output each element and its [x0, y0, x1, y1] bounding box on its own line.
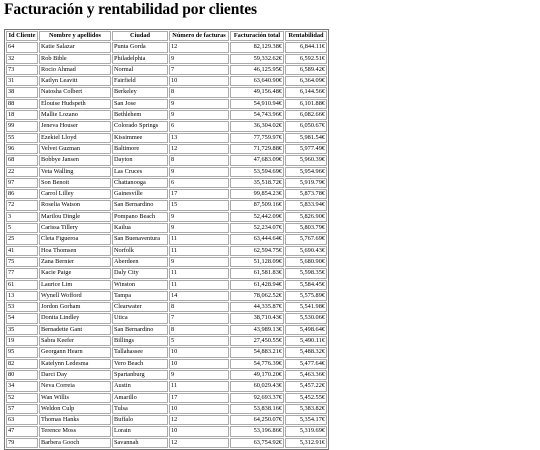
cell-profitability: 5,584.45€: [285, 280, 327, 290]
cell-total-billing: 52,442.09€: [230, 212, 284, 222]
cell-profitability: 5,680.90€: [285, 257, 327, 267]
column-header-id: Id Cliente: [6, 31, 38, 41]
cell-total-billing: 49,170.20€: [230, 370, 284, 380]
cell-city: Colorado Springs: [112, 121, 168, 131]
cell-total-billing: 43,989.13€: [230, 325, 284, 335]
cell-city: Punta Gorda: [112, 42, 168, 52]
table-row: [6, 268, 327, 278]
cell-client-id: 88: [6, 99, 38, 109]
cell-client-name: Barbera Gooch: [39, 438, 111, 448]
table-row: [6, 144, 327, 154]
table-row: [6, 42, 327, 52]
cell-client-name: Rob Bible: [39, 54, 111, 64]
cell-total-billing: 54,910.94€: [230, 99, 284, 109]
cell-total-billing: 63,640.90€: [230, 76, 284, 86]
cell-invoice-count: 9: [169, 212, 229, 222]
cell-city: Dayton: [112, 155, 168, 165]
cell-total-billing: 51,128.09€: [230, 257, 284, 267]
column-header-total-billing: Facturación total: [230, 31, 284, 41]
cell-profitability: 5,541.98€: [285, 302, 327, 312]
cell-invoice-count: 7: [169, 313, 229, 323]
cell-city: Berkeley: [112, 87, 168, 97]
cell-total-billing: 53,838.16€: [230, 404, 284, 414]
table-row: [6, 302, 327, 312]
cell-client-id: 80: [6, 370, 38, 380]
cell-city: Austin: [112, 381, 168, 391]
cell-profitability: 5,457.22€: [285, 381, 327, 391]
cell-invoice-count: 9: [169, 54, 229, 64]
cell-total-billing: 78,062.52€: [230, 291, 284, 301]
cell-client-name: Rocio Ahmad: [39, 65, 111, 75]
cell-client-id: 53: [6, 302, 38, 312]
cell-client-name: Ezekiel Lloyd: [39, 133, 111, 143]
cell-invoice-count: 9: [169, 167, 229, 177]
table-row: [6, 325, 327, 335]
cell-city: Daly City: [112, 268, 168, 278]
cell-profitability: 5,981.54€: [285, 133, 327, 143]
cell-profitability: 5,490.11€: [285, 336, 327, 346]
cell-city: Norfolk: [112, 246, 168, 256]
cell-client-id: 19: [6, 336, 38, 346]
cell-client-id: 99: [6, 121, 38, 131]
cell-total-billing: 35,518.72€: [230, 178, 284, 188]
column-header-invoices: Número de facturas: [169, 31, 229, 41]
cell-total-billing: 53,594.69€: [230, 167, 284, 177]
cell-client-id: 41: [6, 246, 38, 256]
cell-city: Tallahassee: [112, 347, 168, 357]
cell-city: Las Cruces: [112, 167, 168, 177]
table-row: [6, 133, 327, 143]
cell-invoice-count: 8: [169, 155, 229, 165]
cell-profitability: 5,463.36€: [285, 370, 327, 380]
cell-client-name: Zana Bernier: [39, 257, 111, 267]
cell-invoice-count: 12: [169, 42, 229, 52]
cell-total-billing: 49,156.48€: [230, 87, 284, 97]
cell-city: Gainesville: [112, 189, 168, 199]
table-row: [6, 87, 327, 97]
cell-client-id: 86: [6, 189, 38, 199]
cell-profitability: 5,803.79€: [285, 223, 327, 233]
cell-city: Billings: [112, 336, 168, 346]
cell-city: Vero Beach: [112, 359, 168, 369]
column-header-name: Nombre y apellidos: [39, 31, 111, 41]
cell-invoice-count: 8: [169, 302, 229, 312]
cell-client-name: Georgann Hearn: [39, 347, 111, 357]
cell-client-id: 73: [6, 65, 38, 75]
cell-city: Savannah: [112, 438, 168, 448]
cell-client-name: Jeneva Houser: [39, 121, 111, 131]
cell-profitability: 6,589.42€: [285, 65, 327, 75]
cell-client-id: 68: [6, 155, 38, 165]
cell-invoice-count: 8: [169, 87, 229, 97]
cell-invoice-count: 5: [169, 336, 229, 346]
cell-total-billing: 46,125.95€: [230, 65, 284, 75]
cell-total-billing: 77,759.97€: [230, 133, 284, 143]
cell-total-billing: 92,693.37€: [230, 393, 284, 403]
cell-client-id: 72: [6, 200, 38, 210]
cell-total-billing: 59,332.62€: [230, 54, 284, 64]
cell-city: Baltimore: [112, 144, 168, 154]
cell-city: Winston: [112, 280, 168, 290]
table-row: [6, 155, 327, 165]
cell-client-id: 75: [6, 257, 38, 267]
table-row: [6, 200, 327, 210]
cell-profitability: 5,833.94€: [285, 200, 327, 210]
cell-profitability: 6,082.66€: [285, 110, 327, 120]
cell-city: Kissimmee: [112, 133, 168, 143]
cell-city: Kailua: [112, 223, 168, 233]
cell-city: Bethlehem: [112, 110, 168, 120]
cell-client-name: Roselia Watson: [39, 200, 111, 210]
cell-client-name: Hoa Thomsen: [39, 246, 111, 256]
cell-invoice-count: 11: [169, 381, 229, 391]
cell-profitability: 5,452.55€: [285, 393, 327, 403]
cell-city: Pompano Beach: [112, 212, 168, 222]
cell-client-id: 47: [6, 426, 38, 436]
cell-total-billing: 82,129.38€: [230, 42, 284, 52]
column-header-city: Ciudad: [112, 31, 168, 41]
cell-city: Fairfield: [112, 76, 168, 86]
cell-client-id: 22: [6, 167, 38, 177]
cell-client-id: 54: [6, 313, 38, 323]
cell-invoice-count: 10: [169, 426, 229, 436]
cell-profitability: 5,598.35€: [285, 268, 327, 278]
table-row: [6, 438, 327, 448]
table-row: [6, 347, 327, 357]
table-row: [6, 167, 327, 177]
cell-profitability: 5,319.69€: [285, 426, 327, 436]
cell-invoice-count: 11: [169, 234, 229, 244]
table-row: [6, 415, 327, 425]
cell-client-name: Carissa Tillery: [39, 223, 111, 233]
table-row: [6, 257, 327, 267]
cell-invoice-count: 9: [169, 257, 229, 267]
cell-client-id: 3: [6, 212, 38, 222]
cell-client-id: 96: [6, 144, 38, 154]
cell-profitability: 5,312.91€: [285, 438, 327, 448]
cell-total-billing: 54,776.39€: [230, 359, 284, 369]
cell-profitability: 6,144.56€: [285, 87, 327, 97]
cell-profitability: 5,575.89€: [285, 291, 327, 301]
cell-invoice-count: 10: [169, 347, 229, 357]
cell-invoice-count: 11: [169, 246, 229, 256]
cell-client-id: 77: [6, 268, 38, 278]
cell-profitability: 5,530.06€: [285, 313, 327, 323]
table-row: [6, 313, 327, 323]
cell-client-name: Elouise Hudspeth: [39, 99, 111, 109]
cell-client-name: Cleta Figueroa: [39, 234, 111, 244]
cell-invoice-count: 12: [169, 144, 229, 154]
cell-city: Tulsa: [112, 404, 168, 414]
cell-profitability: 5,690.43€: [285, 246, 327, 256]
table-header-row: [6, 31, 327, 41]
cell-profitability: 5,767.69€: [285, 234, 327, 244]
cell-city: Buffalo: [112, 415, 168, 425]
cell-city: Spartanburg: [112, 370, 168, 380]
table-row: [6, 404, 327, 414]
cell-profitability: 6,844.11€: [285, 42, 327, 52]
cell-client-name: Carrol Lilley: [39, 189, 111, 199]
table-row: [6, 178, 327, 188]
cell-client-name: Katie Salazar: [39, 42, 111, 52]
cell-client-name: Weldon Culp: [39, 404, 111, 414]
cell-client-id: 97: [6, 178, 38, 188]
cell-city: Clearwater: [112, 302, 168, 312]
cell-city: Utica: [112, 313, 168, 323]
cell-client-name: Laurice Lim: [39, 280, 111, 290]
cell-city: San Jose: [112, 99, 168, 109]
cell-total-billing: 63,754.92€: [230, 438, 284, 448]
cell-profitability: 5,977.49€: [285, 144, 327, 154]
cell-profitability: 5,383.82€: [285, 404, 327, 414]
cell-client-id: 18: [6, 110, 38, 120]
cell-client-id: 5: [6, 223, 38, 233]
cell-client-id: 13: [6, 291, 38, 301]
cell-invoice-count: 6: [169, 178, 229, 188]
table-row: [6, 370, 327, 380]
cell-client-name: Marilou Dingle: [39, 212, 111, 222]
cell-client-name: Kacie Paige: [39, 268, 111, 278]
cell-profitability: 6,592.51€: [285, 54, 327, 64]
cell-invoice-count: 8: [169, 325, 229, 335]
cell-city: Normal: [112, 65, 168, 75]
cell-total-billing: 61,428.94€: [230, 280, 284, 290]
cell-client-id: 82: [6, 359, 38, 369]
cell-profitability: 5,477.64€: [285, 359, 327, 369]
page-title: Facturación y rentabilidad por clientes: [4, 1, 257, 18]
cell-client-name: Mallie Lozano: [39, 110, 111, 120]
cell-client-name: Katelynn Ledesma: [39, 359, 111, 369]
cell-client-id: 31: [6, 76, 38, 86]
table-row: [6, 234, 327, 244]
table-row: [6, 110, 327, 120]
cell-invoice-count: 9: [169, 99, 229, 109]
table-row: [6, 99, 327, 109]
cell-profitability: 6,050.67€: [285, 121, 327, 131]
cell-invoice-count: 12: [169, 415, 229, 425]
cell-city: Amarillo: [112, 393, 168, 403]
cell-profitability: 5,498.64€: [285, 325, 327, 335]
cell-client-id: 55: [6, 133, 38, 143]
cell-total-billing: 99,854.23€: [230, 189, 284, 199]
cell-client-name: Darci Day: [39, 370, 111, 380]
cell-profitability: 5,919.79€: [285, 178, 327, 188]
cell-total-billing: 87,509.16€: [230, 200, 284, 210]
cell-total-billing: 27,450.55€: [230, 336, 284, 346]
table-row: [6, 381, 327, 391]
cell-client-id: 63: [6, 415, 38, 425]
cell-invoice-count: 14: [169, 291, 229, 301]
cell-client-name: Son Benoit: [39, 178, 111, 188]
cell-client-name: Veta Walling: [39, 167, 111, 177]
table-row: [6, 65, 327, 75]
cell-invoice-count: 15: [169, 200, 229, 210]
cell-client-id: 52: [6, 393, 38, 403]
cell-city: San Buenaventura: [112, 234, 168, 244]
cell-total-billing: 60,029.43€: [230, 381, 284, 391]
cell-profitability: 5,354.17€: [285, 415, 327, 425]
cell-profitability: 6,101.88€: [285, 99, 327, 109]
cell-total-billing: 54,883.21€: [230, 347, 284, 357]
cell-invoice-count: 10: [169, 76, 229, 86]
cell-client-name: Katlyn Leavitt: [39, 76, 111, 86]
table-row: [6, 212, 327, 222]
cell-invoice-count: 11: [169, 268, 229, 278]
cell-profitability: 5,954.96€: [285, 167, 327, 177]
cell-client-name: Jordon Gorham: [39, 302, 111, 312]
cell-city: Lorain: [112, 426, 168, 436]
table-row: [6, 246, 327, 256]
cell-client-name: Natosha Colbert: [39, 87, 111, 97]
cell-invoice-count: 17: [169, 189, 229, 199]
cell-client-name: Wan Willis: [39, 393, 111, 403]
cell-client-name: Neva Correia: [39, 381, 111, 391]
cell-profitability: 5,873.78€: [285, 189, 327, 199]
cell-invoice-count: 11: [169, 280, 229, 290]
cell-invoice-count: 9: [169, 110, 229, 120]
cell-invoice-count: 9: [169, 223, 229, 233]
cell-invoice-count: 7: [169, 65, 229, 75]
cell-invoice-count: 13: [169, 133, 229, 143]
billing-table: [4, 29, 329, 450]
cell-total-billing: 63,444.64€: [230, 234, 284, 244]
cell-profitability: 5,826.90€: [285, 212, 327, 222]
cell-city: Aberdeen: [112, 257, 168, 267]
cell-client-id: 64: [6, 42, 38, 52]
table-row: [6, 359, 327, 369]
column-header-profitability: Rentabilidad: [285, 31, 327, 41]
cell-city: Tampa: [112, 291, 168, 301]
cell-total-billing: 61,581.83€: [230, 268, 284, 278]
cell-client-id: 79: [6, 438, 38, 448]
cell-profitability: 5,960.39€: [285, 155, 327, 165]
cell-total-billing: 44,335.87€: [230, 302, 284, 312]
cell-city: San Bernardino: [112, 200, 168, 210]
table-row: [6, 121, 327, 131]
cell-client-id: 35: [6, 325, 38, 335]
cell-total-billing: 38,710.43€: [230, 313, 284, 323]
cell-client-id: 57: [6, 404, 38, 414]
table-row: [6, 223, 327, 233]
cell-client-name: Velvet Guzman: [39, 144, 111, 154]
cell-total-billing: 52,234.07€: [230, 223, 284, 233]
cell-client-id: 61: [6, 280, 38, 290]
cell-client-name: Donita Lindley: [39, 313, 111, 323]
cell-invoice-count: 12: [169, 438, 229, 448]
cell-client-name: Thomas Hanks: [39, 415, 111, 425]
cell-total-billing: 71,729.88€: [230, 144, 284, 154]
table-body: [6, 42, 327, 448]
cell-total-billing: 54,743.96€: [230, 110, 284, 120]
cell-client-id: 34: [6, 381, 38, 391]
cell-client-id: 38: [6, 87, 38, 97]
cell-total-billing: 62,594.75€: [230, 246, 284, 256]
cell-city: San Bernardino: [112, 325, 168, 335]
cell-client-name: Sabra Keefer: [39, 336, 111, 346]
cell-invoice-count: 10: [169, 404, 229, 414]
cell-client-name: Bobbye Jansen: [39, 155, 111, 165]
cell-invoice-count: 6: [169, 121, 229, 131]
cell-profitability: 5,488.32€: [285, 347, 327, 357]
table-row: [6, 280, 327, 290]
table-row: [6, 54, 327, 64]
cell-total-billing: 47,683.09€: [230, 155, 284, 165]
cell-profitability: 6,364.09€: [285, 76, 327, 86]
cell-invoice-count: 17: [169, 393, 229, 403]
table-row: [6, 291, 327, 301]
table-row: [6, 76, 327, 86]
cell-total-billing: 64,250.07€: [230, 415, 284, 425]
cell-client-id: 95: [6, 347, 38, 357]
cell-client-id: 25: [6, 234, 38, 244]
cell-invoice-count: 9: [169, 370, 229, 380]
cell-client-id: 32: [6, 54, 38, 64]
cell-city: Philadelphia: [112, 54, 168, 64]
cell-city: Chattanooga: [112, 178, 168, 188]
cell-client-name: Bernadette Gant: [39, 325, 111, 335]
cell-total-billing: 53,196.86€: [230, 426, 284, 436]
table-row: [6, 426, 327, 436]
cell-invoice-count: 10: [169, 359, 229, 369]
cell-client-name: Wynell Wofford: [39, 291, 111, 301]
table-row: [6, 393, 327, 403]
cell-total-billing: 36,304.02€: [230, 121, 284, 131]
table-row: [6, 336, 327, 346]
cell-client-name: Terence Moss: [39, 426, 111, 436]
table-row: [6, 189, 327, 199]
